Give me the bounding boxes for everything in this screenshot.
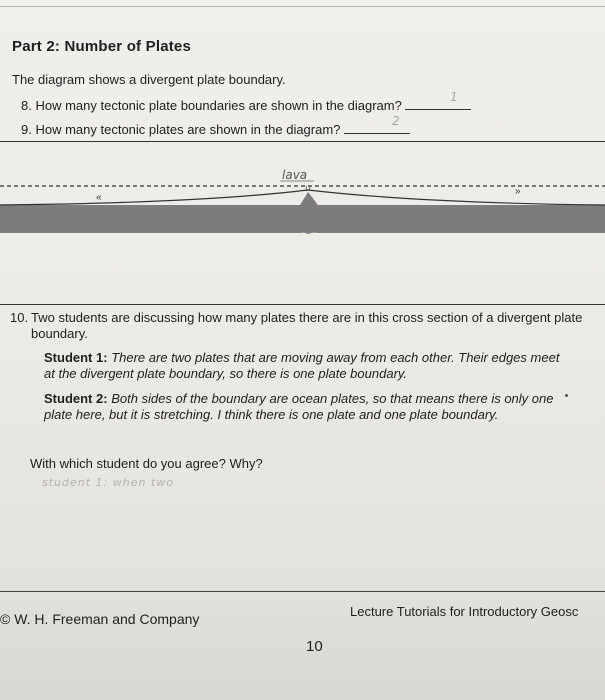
q9-handwritten-answer: 2	[392, 114, 400, 128]
question-8	[21, 97, 471, 113]
q9-text: How many tectonic plates are shown in the diagram?	[35, 122, 341, 137]
left-motion-arrow: «	[96, 192, 102, 203]
part-title: Part 2: Number of Plates	[12, 38, 192, 55]
q8-text: How many tectonic plate boundaries are shown in the diagram?	[35, 98, 402, 113]
lava-label: lava	[282, 168, 308, 182]
student-1-label: Student 1:	[44, 350, 108, 365]
q8-number: 8.	[21, 98, 32, 113]
q10-text: Two students are discussing how many plates there are in this cross section of a divergent plate boundary.	[31, 310, 583, 341]
footer-rule	[0, 591, 605, 592]
student-1-text: There are two plates that are moving away from each other. Their edges meet at the divergent plate boundary, so there is one plate boundary.	[44, 350, 560, 381]
stray-dot	[565, 394, 568, 397]
student-2-text: Both sides of the boundary are ocean plates, so that means there is only one plate here, but it is stretching. I think there is one plate and one plate boundary.	[44, 391, 554, 422]
question-9	[21, 121, 410, 137]
publisher-credit: © W. H. Freeman and Company	[0, 611, 200, 627]
top-rule	[0, 6, 605, 7]
q9-answer-blank[interactable]	[344, 121, 410, 134]
q10-prompt: With which student do you agree? Why?	[30, 456, 263, 471]
q10-handwritten-answer[interactable]: student 1: when two	[42, 476, 174, 489]
q9-number: 9.	[21, 122, 32, 137]
q8-answer-blank[interactable]	[405, 97, 471, 110]
left-plate	[0, 192, 308, 234]
q8-handwritten-answer: 1	[450, 90, 458, 104]
book-title: Lecture Tutorials for Introductory Geosc	[350, 604, 579, 619]
right-motion-arrow: »	[515, 186, 521, 197]
intro-text: The diagram shows a divergent plate boundary.	[12, 72, 286, 87]
right-plate	[308, 192, 605, 234]
q10-number: 10.	[10, 310, 29, 325]
student-2-label: Student 2:	[44, 391, 108, 406]
cross-section-svg	[0, 142, 605, 304]
student-2-statement	[44, 391, 564, 423]
page-number: 10	[306, 638, 323, 655]
plate-boundary-diagram	[0, 141, 605, 305]
student-1-statement	[44, 350, 564, 382]
